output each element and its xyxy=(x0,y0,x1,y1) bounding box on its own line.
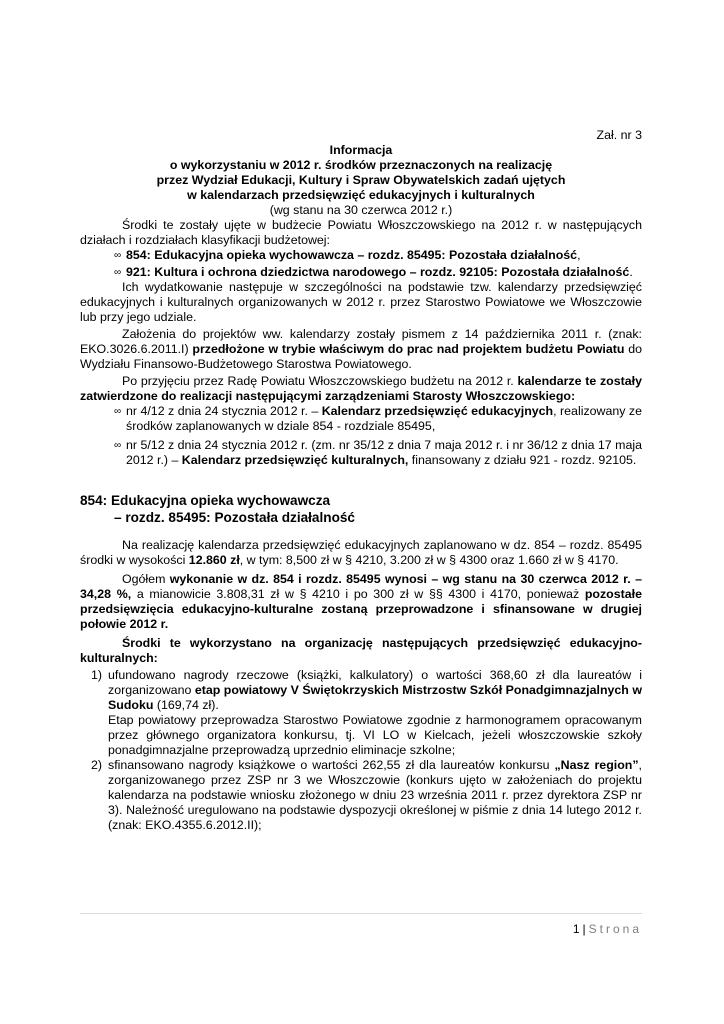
paragraph: Założenia do projektów ww. kalendarzy zostały pismem z 14 października 2011 r. (znak: EKO.3026.6.2011.I) przedłożone w trybie właściwym do prac nad projektem budżetu Powiatu do Wydziału Finansowo-Budżetowego Starostwa Powiatowego. xyxy=(80,327,642,371)
footer-divider xyxy=(80,913,642,914)
budget-bullet: ∞ 854: Edukacyjna opieka wychowawcza – rozdz. 85495: Pozostała działalność, xyxy=(114,248,581,262)
attachment-number: Zał. nr 3 xyxy=(596,128,642,142)
page-number: 1 xyxy=(572,922,580,936)
document-subtitle: (wg stanu na 30 czerwca 2012 r.) xyxy=(269,203,453,217)
paragraph: Środki te wykorzystano na organizację następujących przedsięwzięć edukacyjno-kulturalnych: xyxy=(80,636,642,665)
title-line: w kalendarzach przedsięwzięć edukacyjnych i kulturalnych xyxy=(187,188,535,202)
paragraph: Ogółem wykonanie w dz. 854 i rozdz. 85495 wynosi – wg stanu na 30 czerwca 2012 r. – 34,28 %, a mianowicie 3.808,31 zł w § 4210 i po 300 zł w §§ 4300 i 4170, ponieważ pozostałe przedsięwzięcia edukacyjno-kulturalne zostaną przeprowadzone i sfinansowane w drugiej połowie 2012 r. xyxy=(80,572,643,631)
footer-separator: | xyxy=(582,922,586,936)
list-item: 2) sfinansowano nagrody książkowe o wartości 262,55 zł dla laureatów konkursu „Nasz region”, zorganizowanego przez ZSP nr 3 we Włoszczowie (konkurs ujęto w założeniach do projektu kalendarza na podstawie wniosku złożonego w dniu 23 września 2011 r. przez dyrektora ZSP nr 3). Należność uregulowano na podstawie dyspozycji określonej w piśmie z dnia 14 lutego 2012 r. (znak: EKO.4355.6.2012.II); xyxy=(90,758,642,832)
order-bullet: ∞ nr 4/12 z dnia 24 stycznia 2012 r. – Kalendarz przedsięwzięć edukacyjnych, realizowany ze środków zaplanowanych w dziale 854 - rozdziale 85495, xyxy=(114,404,643,433)
infinity-bullet-icon: ∞ xyxy=(114,250,122,261)
document-page xyxy=(80,128,642,833)
paragraph: Ich wydatkowanie następuje w szczególności na podstawie tzw. kalendarzy przedsięwzięć edukacyjnych i kulturalnych organizowanych w 2012 r. przez Starostwo Powiatowe we Włoszczowie lub przy jego udziale. xyxy=(80,280,642,324)
paragraph: Na realizację kalendarza przedsięwzięć edukacyjnych zaplanowano w dz. 854 – rozdz. 85495 środki w wysokości 12.860 zł, w tym: 8,500 zł w § 4210, 3.200 zł w § 4300 oraz 1.660 zł w § 4170. xyxy=(80,538,642,567)
title-line: przez Wydział Edukacji, Kultury i Spraw Obywatelskich zadań ujętych xyxy=(156,173,566,187)
list-item: 1) ufundowano nagrody rzeczowe (książki, kalkulatory) o wartości 368,60 zł dla laureatów i zorganizowano etap powiatowy V Świętokrzyskich Mistrzostw Szkół Ponadgimnazjalnych w Sudoku (169,74 zł). Etap powiatowy przeprowadza Starostwo Powiatowe zgodnie z harmonogramem opracowanym przez głównego organizatora konkursu, tj. VI LO w Kielcach, jeżeli włoszczowskie szkoły ponadgimnazjalne przeprowadzą uprzednio eliminacje szkolne; xyxy=(90,668,642,757)
infinity-bullet-icon: ∞ xyxy=(114,267,122,278)
infinity-bullet-icon: ∞ xyxy=(114,406,122,417)
order-bullet: ∞ nr 5/12 z dnia 24 stycznia 2012 r. (zm. nr 35/12 z dnia 7 maja 2012 r. i nr 36/12 z dnia 17 maja 2012 r.) – Kalendarz przedsięwzięć kulturalnych, finansowany z działu 921 - rozdz. 92105. xyxy=(114,438,642,467)
title-line: Informacja xyxy=(329,143,393,157)
page-footer xyxy=(80,922,642,937)
paragraph: Po przyjęciu przez Radę Powiatu Włoszczowskiego budżetu na 2012 r. kalendarze te zostały zatwierdzone do realizacji następującymi zarządzeniami Starosty Włoszczowskiego: xyxy=(80,374,642,403)
intro-paragraph: Środki te zostały ujęte w budżecie Powiatu Włoszczowskiego na 2012 r. w następujących działach i rozdziałach klasyfikacji budżetowej: xyxy=(80,218,642,247)
page-label: Strona xyxy=(588,922,642,936)
section-heading: 854: Edukacyjna opieka wychowawcza – rozdz. 85495: Pozostała działalność xyxy=(80,493,355,525)
infinity-bullet-icon: ∞ xyxy=(114,440,122,451)
title-line: o wykorzystaniu w 2012 r. środków przeznaczonych na realizację xyxy=(169,158,553,172)
document-title xyxy=(80,143,642,203)
budget-bullet: ∞ 921: Kultura i ochrona dziedzictwa narodowego – rozdz. 92105: Pozostała działalność. xyxy=(114,265,633,279)
